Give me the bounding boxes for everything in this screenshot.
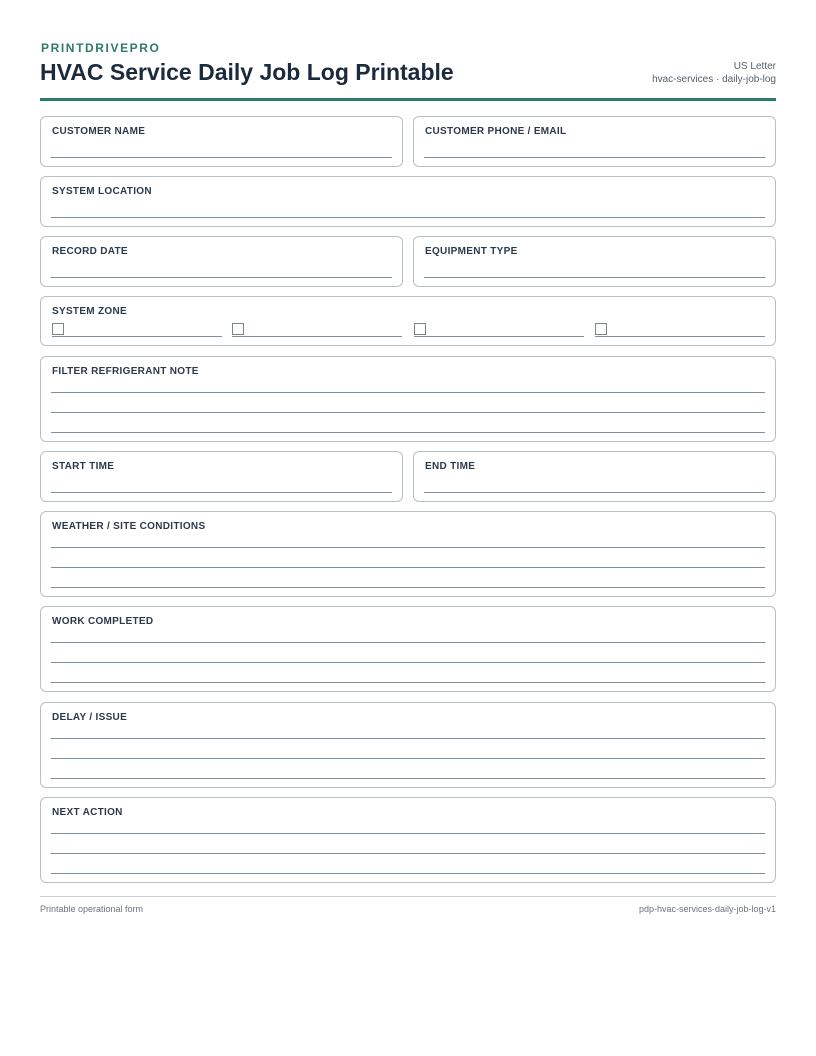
write-line[interactable] (51, 873, 765, 874)
write-line[interactable] (51, 432, 765, 433)
write-line[interactable] (51, 833, 765, 834)
system-location-label: SYSTEM LOCATION (52, 186, 152, 197)
write-line[interactable] (232, 336, 402, 337)
checkbox[interactable] (232, 323, 244, 335)
write-line[interactable] (51, 758, 765, 759)
write-line[interactable] (51, 662, 765, 663)
weather-site-conditions-field[interactable] (40, 511, 776, 597)
write-line[interactable] (424, 157, 765, 158)
end-time-field[interactable] (413, 451, 776, 502)
start-time-field[interactable] (40, 451, 403, 502)
write-line[interactable] (51, 642, 765, 643)
write-line[interactable] (51, 392, 765, 393)
checkbox[interactable] (414, 323, 426, 335)
write-line[interactable] (51, 778, 765, 779)
write-line[interactable] (414, 336, 584, 337)
system-zone-option-4[interactable] (595, 323, 765, 337)
customer-phone-email-field[interactable] (413, 116, 776, 167)
write-line[interactable] (51, 547, 765, 548)
write-line[interactable] (51, 217, 765, 218)
work-completed-field[interactable] (40, 606, 776, 692)
write-line[interactable] (424, 492, 765, 493)
write-line[interactable] (52, 336, 222, 337)
customer-phone-email-label: CUSTOMER PHONE / EMAIL (425, 126, 567, 137)
write-line[interactable] (51, 567, 765, 568)
system-zone-label: SYSTEM ZONE (52, 306, 127, 317)
next-action-label: NEXT ACTION (52, 807, 123, 818)
form-header (40, 0, 776, 101)
checkbox[interactable] (52, 323, 64, 335)
form-page (40, 0, 776, 914)
system-zone-field (40, 296, 776, 346)
filter-refrigerant-note-field[interactable] (40, 356, 776, 442)
system-zone-option-3[interactable] (414, 323, 584, 337)
write-line[interactable] (424, 277, 765, 278)
end-time-label: END TIME (425, 461, 476, 472)
paper-size: US Letter (733, 61, 776, 72)
work-completed-label: WORK COMPLETED (52, 616, 154, 627)
footer-description: Printable operational form (40, 904, 144, 914)
write-line[interactable] (595, 336, 765, 337)
customer-name-field[interactable] (40, 116, 403, 167)
record-date-field[interactable] (40, 236, 403, 287)
write-line[interactable] (51, 412, 765, 413)
weather-site-conditions-label: WEATHER / SITE CONDITIONS (52, 521, 206, 532)
form-slug: hvac-services · daily-job-log (652, 74, 776, 85)
brand-name: PRINTDRIVEPRO (41, 41, 161, 55)
write-line[interactable] (51, 853, 765, 854)
equipment-type-field[interactable] (413, 236, 776, 287)
write-line[interactable] (51, 492, 392, 493)
write-line[interactable] (51, 587, 765, 588)
write-line[interactable] (51, 738, 765, 739)
start-time-label: START TIME (52, 461, 115, 472)
write-line[interactable] (51, 682, 765, 683)
write-line[interactable] (51, 157, 392, 158)
system-zone-option-2[interactable] (232, 323, 402, 337)
system-location-field[interactable] (40, 176, 776, 227)
page-title: HVAC Service Daily Job Log Printable (40, 59, 454, 85)
next-action-field[interactable] (40, 797, 776, 883)
filter-refrigerant-note-label: FILTER REFRIGERANT NOTE (52, 366, 199, 377)
system-zone-option-1[interactable] (52, 323, 222, 337)
equipment-type-label: EQUIPMENT TYPE (425, 246, 518, 257)
footer-form-id: pdp-hvac-services-daily-job-log-v1 (638, 904, 776, 914)
write-line[interactable] (51, 277, 392, 278)
delay-issue-label: DELAY / ISSUE (52, 712, 128, 723)
record-date-label: RECORD DATE (52, 246, 128, 257)
customer-name-label: CUSTOMER NAME (52, 126, 146, 137)
checkbox[interactable] (595, 323, 607, 335)
form-footer (40, 896, 776, 914)
delay-issue-field[interactable] (40, 702, 776, 788)
form-meta (652, 60, 776, 86)
